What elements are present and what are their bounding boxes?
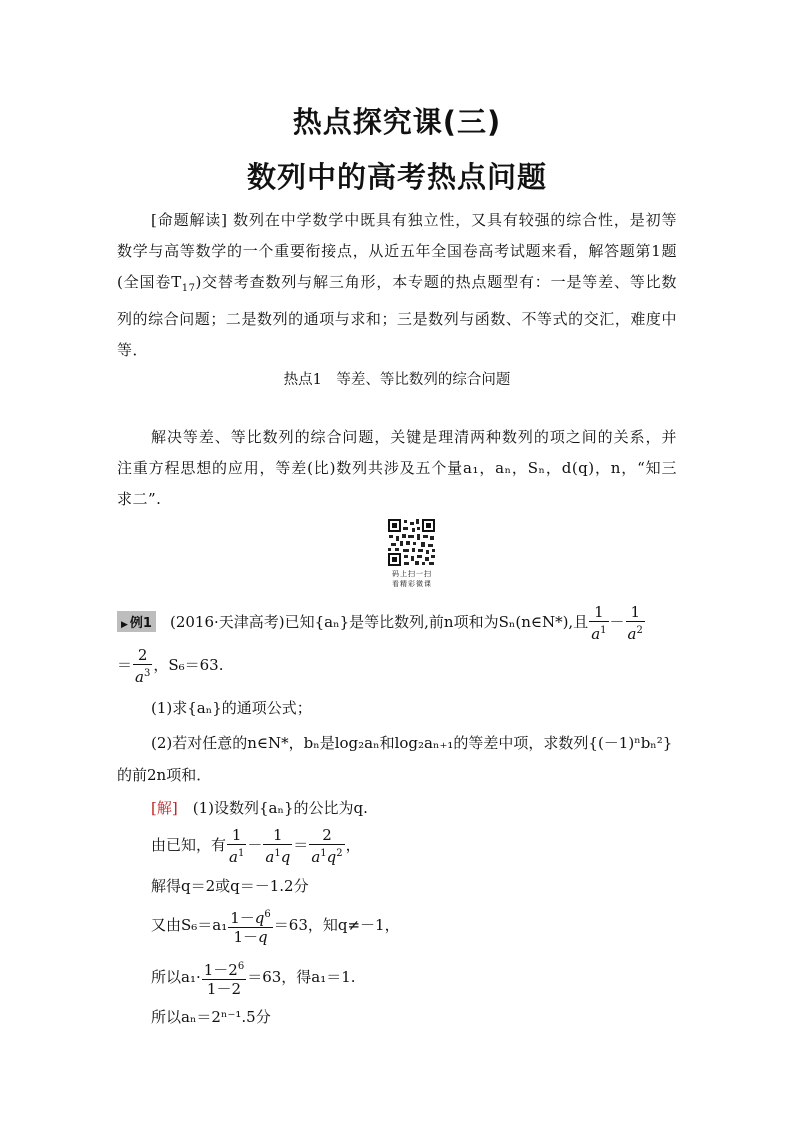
page-title: 热点探究课(三) xyxy=(292,105,502,139)
solution-tag: [解] xyxy=(151,799,178,817)
solution-step-1: (1)设数列{aₙ}的公比为q. xyxy=(192,799,368,817)
solution-line-6: 所以aₙ＝2ⁿ⁻¹.5分 xyxy=(151,1008,271,1026)
fraction: $\frac{1-2^6}{1-2}$ xyxy=(202,958,246,998)
intro-text-2: )交替考查数列与解三角形，本专题的热点题型有：一是等差、等比数列的综合问题；二是数列的通项与求和；三是数列与函数、不等式的交汇，难度中等． xyxy=(117,273,677,359)
solution-step-4-prefix: 又由S₆＝a₁ xyxy=(151,916,228,934)
qr-caption-2: 看精彩微课 xyxy=(392,580,432,588)
intro-tag: [命题解读] xyxy=(151,211,228,229)
intro-text: 数列在中学数学中既具有独立性，又具有较强的综合性，是初等数学与高等数学的一个重要衔接点，从近五年全国卷高考试题来看，解答题第1题(全国卷T xyxy=(117,211,677,291)
example-stem: 已知{aₙ}是等比数列,前n项和为Sₙ(n∈N*),且 xyxy=(284,613,589,631)
question-2-tail: 的前2n项和． xyxy=(117,766,212,784)
fraction: $\frac{2}{a^3}$ xyxy=(135,646,151,686)
qr-code-icon[interactable] xyxy=(387,518,436,567)
fraction: $\frac{1}{a^1}$ xyxy=(229,826,245,866)
qr-caption-1: 码上扫一扫 xyxy=(392,570,432,578)
example-source: (2016·天津高考) xyxy=(169,613,285,631)
fraction: $\frac{1}{a^1}$ xyxy=(591,603,607,643)
page-subtitle: 数列中的高考热点问题 xyxy=(246,160,547,194)
solution-line-5 xyxy=(151,958,356,998)
solution-step-5-suffix: ＝63，得a₁＝1. xyxy=(247,968,356,986)
solution-line-3: 解得q＝2或q＝－1.2分 xyxy=(151,877,309,895)
example-badge: ▶ 例1 xyxy=(117,611,156,632)
example-line-2: ＝ $\frac{2}{a^3}$ ，S₆＝63. xyxy=(117,646,224,686)
fraction: $\frac{2}{a^1q^2}$ xyxy=(311,826,343,866)
intro-paragraph xyxy=(117,205,677,366)
solution-line-2: 由已知，有 $\frac{1}{a^1}$ － $\frac{1}{a^1q}$ ＝ $\frac{2}{a^1q^2}$ ， xyxy=(151,826,361,866)
fraction: $\frac{1}{a^2}$ xyxy=(627,603,643,643)
example-line-1: ▶ 例1 (2016·天津高考)已知{aₙ}是等比数列,前n项和为Sₙ(n∈N*),且 $\frac{1}{a^1}$ － $\frac{1}{a^2}$ xyxy=(117,603,646,643)
intro-t-subscript: 17 xyxy=(181,283,196,294)
question-2: (2)若对任意的n∈N*，bₙ是log₂aₙ和log₂aₙ₊₁的等差中项，求数列{(－1)ⁿbₙ²} xyxy=(151,734,673,752)
section-heading: 热点1 等差、等比数列的综合问题 xyxy=(283,372,511,388)
solution-step-4-suffix: ＝63，知q≠－1， xyxy=(273,916,400,934)
example-condition-tail: ，S₆＝63. xyxy=(153,656,224,674)
question-1: (1)求{aₙ}的通项公式； xyxy=(151,699,312,717)
solution-line-1 xyxy=(151,797,368,818)
fraction: $\frac{1}{a^1q}$ xyxy=(265,826,291,866)
method-paragraph: 解决等差、等比数列的综合问题，关键是理清两种数列的项之间的关系，并注重方程思想的应用，等差(比)数列共涉及五个量a₁，aₙ，Sₙ，d(q)，n，“知三求二”. xyxy=(117,428,677,508)
solution-step-5-prefix: 所以a₁· xyxy=(151,968,201,986)
solution-line-4 xyxy=(151,906,400,946)
solution-step-2-prefix: 由已知，有 xyxy=(151,836,227,854)
fraction: $\frac{1-q^6}{1-q}$ xyxy=(228,906,273,946)
